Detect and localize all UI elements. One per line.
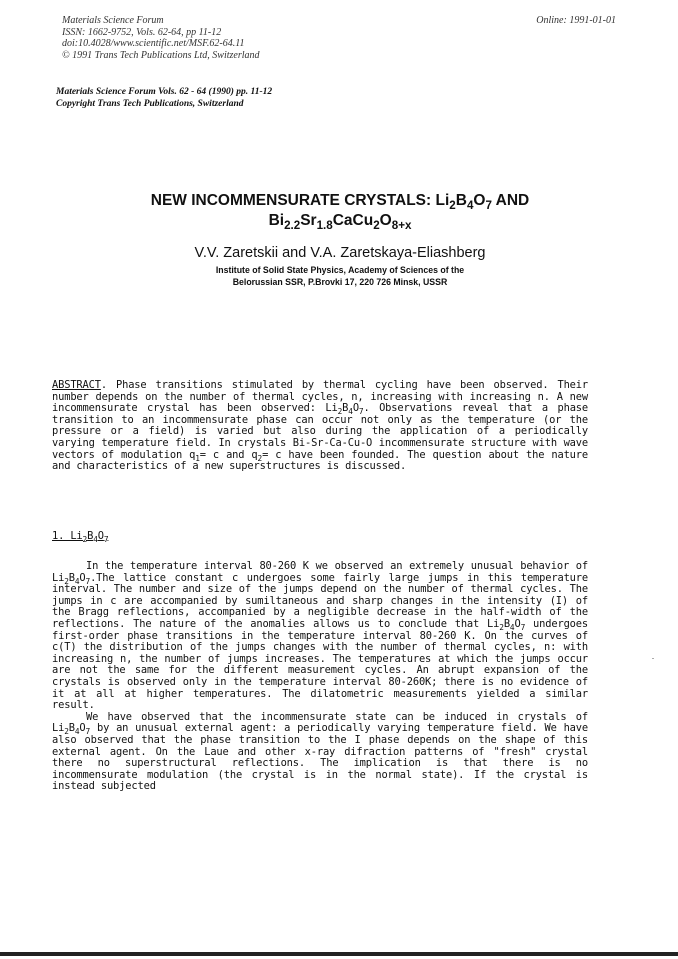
doi-line: doi:10.4028/www.scientific.net/MSF.62-64.11 xyxy=(62,38,245,49)
copyright-line: © 1991 Trans Tech Publications Ltd, Switzerland xyxy=(62,49,260,61)
author-list: V.V. Zaretskii and V.A. Zaretskaya-Eliashberg xyxy=(194,245,486,261)
title-line-2: $Bi_{2.2}Sr_{1.8}CaCu_2O_{8+x}$ xyxy=(268,212,412,233)
affiliation-line-2: Belorussian SSR, P.Brovki 17, 220 726 Minsk, USSR xyxy=(232,277,448,288)
section-heading: 1. $Li_2B_4O_7$ xyxy=(52,530,109,545)
abstract-label: ABSTRACT xyxy=(52,379,101,391)
title-line-1: NEW INCOMMENSURATE CRYSTALS: $Li_2B_4O_7$ AND xyxy=(150,192,530,213)
forum-copyright-line: Copyright Trans Tech Publications, Switzerland xyxy=(56,98,244,109)
paper-title xyxy=(60,191,620,231)
online-date: Online: 1991-01-01 xyxy=(536,15,616,26)
affiliation xyxy=(82,265,597,289)
body-text xyxy=(52,561,588,793)
forum-citation xyxy=(56,87,272,110)
bottom-rule xyxy=(0,952,678,956)
scan-speck xyxy=(652,658,654,659)
issn-line: ISSN: 1662-9752, Vols. 62-64, pp 11-12 xyxy=(62,26,222,38)
forum-volume-line: Materials Science Forum Vols. 62 - 64 (1990) pp. 11-12 xyxy=(56,87,273,97)
abstract-paragraph: ABSTRACT. Phase transitions stimulated by thermal cycling have been observed. Their number depends on the number of thermal cycles, n, increasing with increasing n. A new incommensurate crystal has been observed: $Li_2B_4O_7$. Observations reveal that a phase transition to an incommensurate phase can occur not only as the temperature (or the pressure or a field) is varied but also during the application of a periodically varying temperature field. In crystals Bi-Sr-Ca-Cu-O incommensurate structure with wave vectors of modulation $q_1= c$ and $q_2= c$ have been founded. The question about the nature and characteristics of a new superstructures is discussed. xyxy=(52,379,589,473)
affiliation-line-1: Institute of Solid State Physics, Academy of Sciences of the xyxy=(215,265,465,276)
publication-info xyxy=(62,15,260,61)
body-paragraph-1: In the temperature interval 80-260 K we observed an extremely unusual behavior of $Li_2B_4O_7.The$ lattice constant c undergoes some fairly large jumps in this temperature interval. The number and size of the jumps depend on the number of thermal cycles. The jumps in c are accompanied by sumiltaneous and sharp changes in the intensity (I) of the Bragg reflections, accompanied by a negligible decrease in the half-width of the reflections. The nature of the anomalies allows us to conclude that $Li_2B_4O_7$ undergoes first-order phase transitions in the temperature interval 80-260 K. On the curves of c(T) the distribution of the jumps changes with the number of thermal cycles, n: with increasing n, the number of jumps increases. The temperatures at which the jumps occur are not the same for the different measurement cycles. An abrupt expansion of the crystals is observed only in the temperature interval 80-260K; there is no evidence of it at all at higher temperatures. The dilatometric measurements yielded a similar result. xyxy=(52,560,588,712)
body-paragraph-2: We have observed that the incommensurate state can be induced in crystals of $Li_2B_4O_7$ by an unusual external agent: a periodically varying temperature field. We have also observed that the phase transition to the I phase depends on the shape of this external agent. On the Laue and other x-ray difraction patterns of "fresh" crystal there no superstructural reflections. The implication is that there is no incommensurate modulation (the crystal is in the normal state). If the crystal is instead subjected xyxy=(52,710,588,793)
journal-name: Materials Science Forum xyxy=(62,15,164,26)
